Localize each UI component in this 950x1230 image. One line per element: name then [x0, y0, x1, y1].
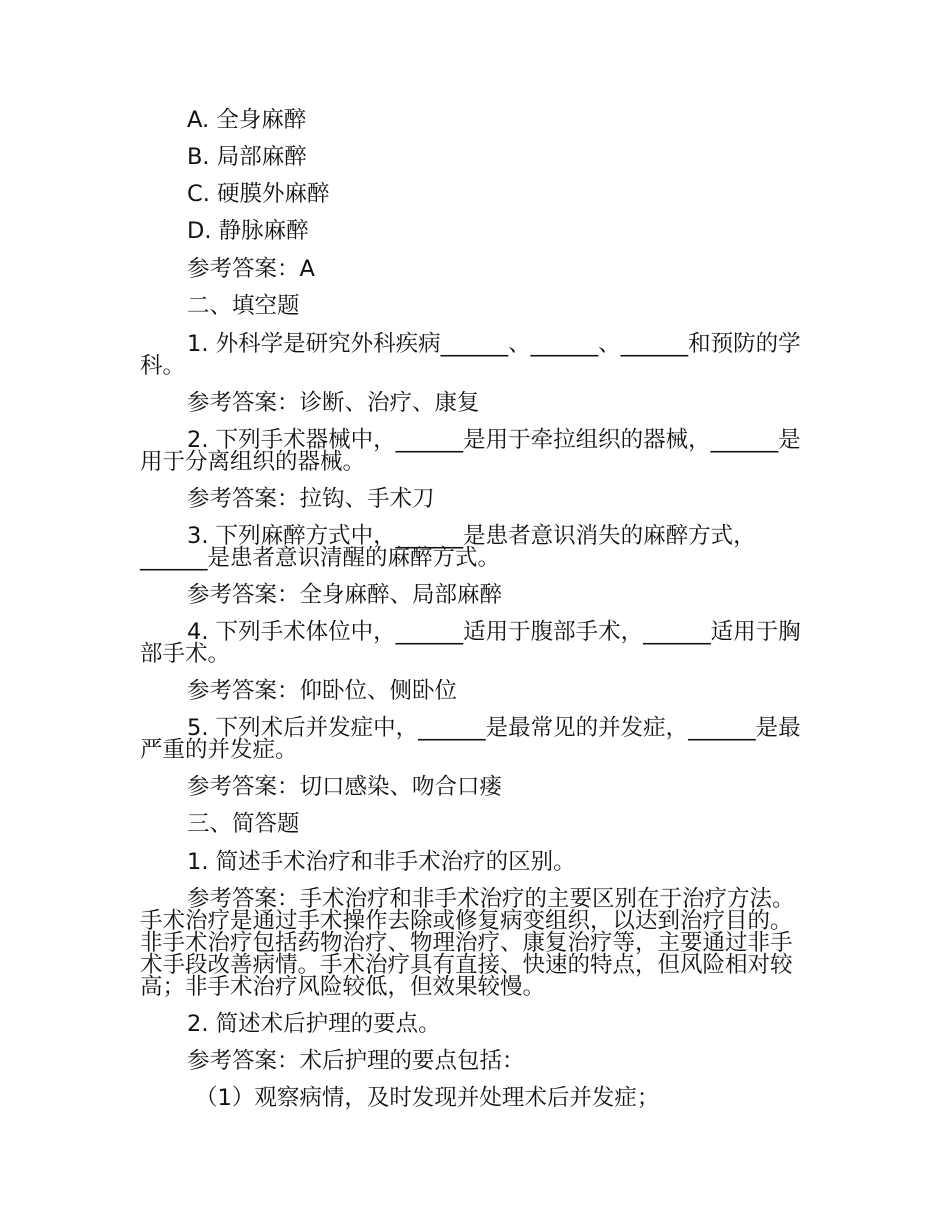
- fill-answer-5: 参考答案：切口感染、吻合口瘘: [187, 774, 503, 800]
- option-b: B. 局部麻醉: [187, 144, 307, 170]
- option-a: A. 全身麻醉: [187, 107, 307, 133]
- short-question-2: 2. 简述术后护理的要点。: [187, 1011, 441, 1037]
- short-answer-1: 参考答案：手术治疗和非手术治疗的主要区别在于治疗方法。手术治疗是通过手术操作去除或修复病变组织，以达到治疗目的。非手术治疗包括药物治疗、物理治疗、康复治疗等，主要通过非手术手段改善病情。手术治疗具有直接、快速的特点，但风险相对较高；非手术治疗风险较低，但效果较慢。: [140, 886, 795, 1000]
- fill-question-5: 5. 下列术后并发症中，______是最常见的并发症，______是最严重的并发症。: [140, 715, 801, 763]
- short-question-1: 1. 简述手术治疗和非手术治疗的区别。: [187, 849, 576, 875]
- option-d: D. 静脉麻醉: [187, 218, 309, 244]
- fill-answer-3: 参考答案：全身麻醉、局部麻醉: [187, 582, 503, 608]
- section-heading-short-answer: 三、简答题: [187, 811, 300, 837]
- fill-answer-2: 参考答案：拉钩、手术刀: [187, 486, 435, 512]
- fill-question-4: 4. 下列手术体位中，______适用于腹部手术，______适用于胸部手术。: [140, 619, 801, 667]
- fill-answer-4: 参考答案：仰卧位、侧卧位: [187, 678, 458, 704]
- fill-question-1: 1. 外科学是研究外科疾病______、______、______和预防的学科。: [140, 331, 801, 379]
- short-answer-2: 参考答案：术后护理的要点包括：: [187, 1048, 525, 1074]
- fill-question-3: 3. 下列麻醉方式中，______是患者意识消失的麻醉方式，______是患者意识清醒的麻醉方式。: [140, 523, 756, 571]
- short-answer-2-point-1: （1）观察病情，及时发现并处理术后并发症；: [195, 1085, 660, 1111]
- option-c: C. 硬膜外麻醉: [187, 181, 330, 207]
- fill-answer-1: 参考答案：诊断、治疗、康复: [187, 390, 480, 416]
- fill-question-2: 2. 下列手术器械中，______是用于牵拉组织的器械，______是用于分离组织的器械。: [140, 427, 801, 475]
- section-heading-fill-in: 二、填空题: [187, 293, 300, 319]
- answer-multiple-choice: 参考答案：A: [187, 256, 315, 282]
